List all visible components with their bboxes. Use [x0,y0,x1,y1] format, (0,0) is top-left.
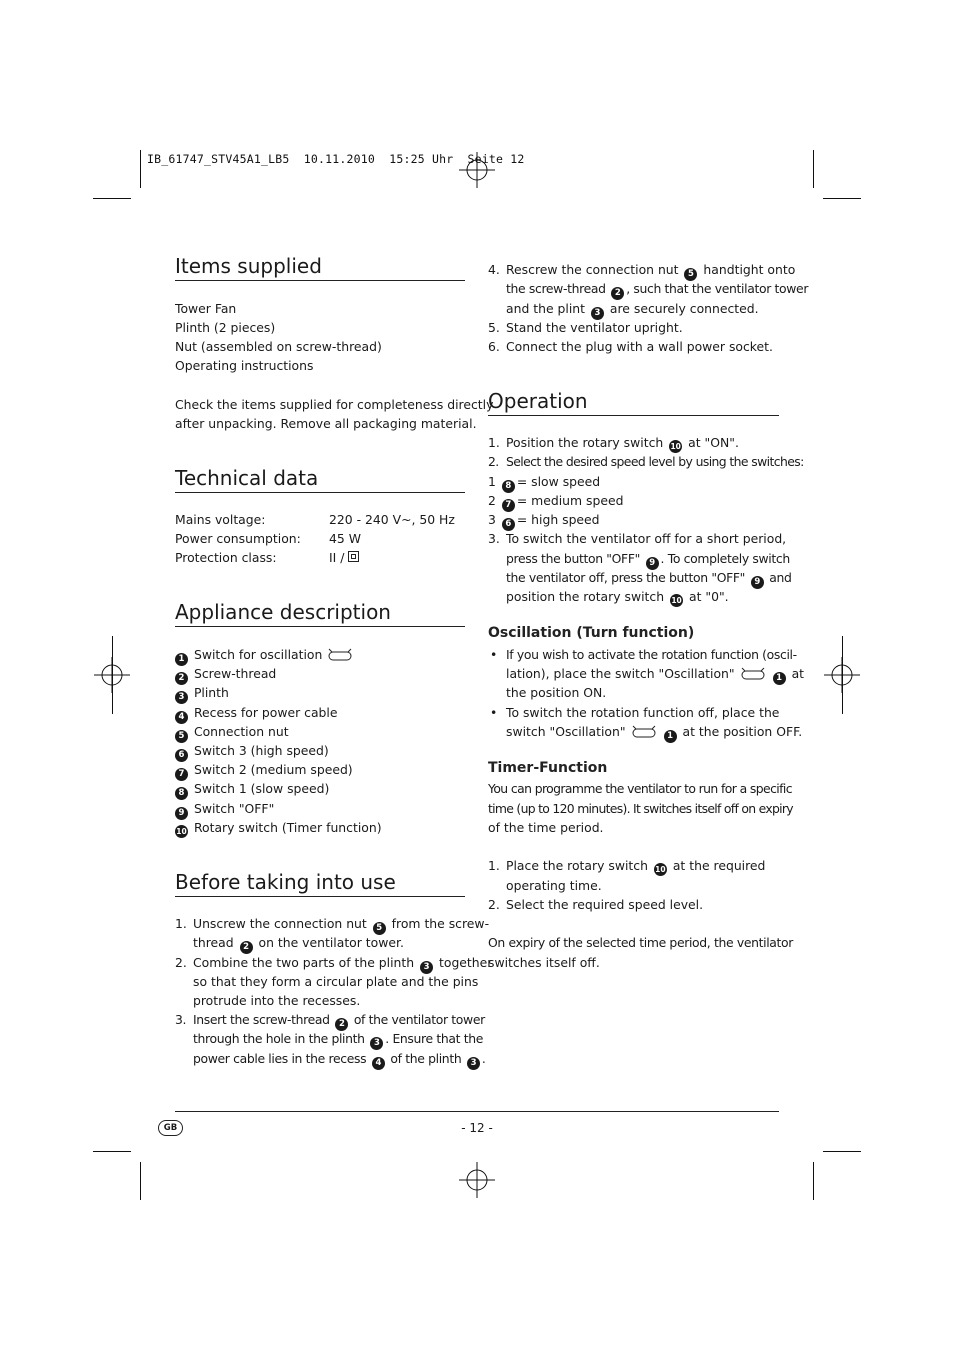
step-text: of the ventilator tower [353,1012,485,1027]
step-item [175,953,493,974]
list-item: Plinth (2 pieces) [175,320,276,335]
language-badge: GB [158,1120,183,1136]
crop-mark [813,1162,814,1200]
number-badge: 1 [175,653,188,666]
crop-mark [112,636,113,714]
number-badge: 3 [175,691,188,704]
speed-text: = high speed [516,512,600,527]
crop-mark [823,198,861,199]
part-item [175,664,465,685]
step-text: . Ensure that the [385,1031,484,1046]
step-text: together [439,955,493,970]
bullet-item [488,703,779,722]
number-badge: 5 [175,730,188,743]
step-text: the screw-thread [506,281,606,296]
step-text: at the required [672,858,766,873]
number-badge: 8 [502,480,515,493]
tech-row [175,548,465,567]
step-text: Select the required speed level. [506,897,704,912]
number-badge: 2 [240,941,253,954]
step-text: position the rotary switch [506,589,665,604]
part-label: Switch 1 (slow speed) [193,781,330,796]
number-badge: 3 [591,307,604,320]
part-item [175,760,465,781]
bullet-text: If you wish to activate the rotation function (oscil- [506,647,797,662]
number-badge: 2 [175,672,188,685]
part-label: Plinth [193,685,229,700]
crop-mark [140,150,141,188]
list-item: Tower Fan [175,301,237,316]
crop-mark [842,636,843,714]
bullet-item-cont [488,664,805,685]
step-text: press the button "OFF" [506,551,640,566]
items-supplied-heading: Items supplied [175,254,465,281]
bullet-text: lation), place the switch "Oscillation" [506,666,735,681]
bullet: • [490,705,498,720]
tech-value: 45 W [329,531,361,546]
step-text: at "0". [688,589,729,604]
number-badge: 2 [335,1018,348,1031]
tech-row [175,510,465,529]
number-badge: 4 [175,711,188,724]
part-item [175,722,465,743]
step-item-cont: protrude into the recesses. [193,993,361,1008]
number-badge: 9 [751,576,764,589]
before-use-heading: Before taking into use [175,870,465,897]
step-item-cont [488,587,779,607]
step-item [488,318,779,337]
number-badge: 2 [611,287,624,300]
bullet-item [488,645,797,664]
step-item [488,856,779,876]
step-text: and [769,570,792,585]
part-label: Recess for power cable [193,705,338,720]
step-text: Rescrew the connection nut [506,262,679,277]
note-text: Check the items supplied for completeness directly [175,397,494,412]
step-text: on the ventilator tower. [258,935,404,950]
step-number: 4. [488,262,500,277]
step-text: from the screw- [391,916,490,931]
step-item-cont [488,568,792,589]
step-text: Connect the plug with a wall power socket. [506,339,773,354]
bullet: • [490,647,497,662]
step-text: , such that the ventilator tower [626,281,809,296]
number-badge: 9 [646,557,659,570]
tech-label: Power consumption: [175,531,301,546]
crop-mark [140,1162,141,1200]
step-item-cont [488,549,790,570]
step-text: To switch the ventilator off for a short period, [506,531,787,546]
number-badge: 3 [370,1037,383,1050]
part-item [175,779,465,800]
number-badge: 10 [670,442,681,451]
step-text: handtight onto [703,262,796,277]
step-number: 2. [488,897,500,912]
bullet-text: at [791,666,805,681]
part-item [175,703,465,724]
step-item [175,1010,485,1031]
crop-mark [93,1151,131,1152]
number-badge: 7 [502,499,515,512]
tech-label: Protection class: [175,550,277,565]
step-text: . [481,1051,486,1066]
speed-level: 1 [488,474,496,489]
part-item [175,683,465,704]
step-number: 5. [488,320,500,335]
step-text: Unscrew the connection nut [193,916,367,931]
number-badge: 5 [373,922,386,935]
bullet-item-cont [488,722,803,743]
crop-mark [823,1151,861,1152]
part-label: Screw-thread [193,666,277,681]
paragraph-line: time (up to 120 minutes). It switches itself off on expiry [488,801,793,816]
part-label: Switch "OFF" [193,801,275,816]
step-item-cont: so that they form a circular plate and the pins [193,974,479,989]
number-badge: 3 [467,1057,480,1070]
speed-item [488,491,779,512]
number-badge: 10 [671,596,682,605]
tech-label: Mains voltage: [175,512,266,527]
part-item [175,645,465,666]
registration-mark-icon [459,152,495,188]
number-badge: 10 [655,865,666,874]
number-badge: 6 [175,749,188,762]
part-item [175,799,465,820]
speed-text: = medium speed [516,493,624,508]
paragraph-line: On expiry of the selected time period, the ventilator [488,935,794,950]
part-item [175,818,465,838]
number-badge: 1 [773,672,786,685]
paragraph-line: switches itself off. [488,955,600,970]
protection-class-icon [348,551,359,562]
note-text: after unpacking. Remove all packaging material. [175,416,477,431]
paragraph-line: You can programme the ventilator to run for a specific [488,781,792,796]
step-text: power cable lies in the recess [193,1051,367,1066]
step-item-cont [175,933,465,954]
step-text: and the plint [506,301,585,316]
technical-data-heading: Technical data [175,466,465,493]
step-text: Select the desired speed level by using the switches: [506,454,804,469]
speed-item [488,510,779,531]
number-badge: 8 [175,787,188,800]
step-number: 1. [175,916,187,931]
step-text: Combine the two parts of the plinth [193,955,415,970]
bullet-text: To switch the rotation function off, place the [506,705,780,720]
number-badge: 6 [502,518,515,531]
step-item-cont [175,1049,486,1070]
bullet-text: at the position OFF. [682,724,803,739]
step-item-cont: operating time. [506,878,602,893]
crop-mark [93,198,131,199]
step-number: 1. [488,435,500,450]
part-item [175,741,465,762]
part-label: Switch 3 (high speed) [193,743,329,758]
step-item [488,895,779,914]
step-number: 2. [175,955,187,970]
step-number: 3. [488,531,500,546]
step-text: . To completely switch [660,551,790,566]
appliance-description-heading: Appliance description [175,600,465,627]
speed-level: 3 [488,512,496,527]
step-text: at "ON". [688,435,739,450]
step-number: 3. [175,1012,187,1027]
part-label: Connection nut [193,724,289,739]
step-text: of the plinth [390,1051,462,1066]
step-text: the ventilator off, press the button "OFF" [506,570,746,585]
speed-item [488,472,779,493]
part-label: Switch 2 (medium speed) [193,762,353,777]
step-item-cont [175,1029,484,1050]
step-text: Insert the screw-thread [193,1012,330,1027]
step-item [175,914,490,935]
step-item [488,452,804,471]
part-label: Rotary switch (Timer function) [193,820,382,835]
oscillation-icon [630,725,658,739]
part-label: Switch for oscillation [193,647,323,662]
step-number: 1. [488,858,500,873]
step-text: through the hole in the plinth [193,1031,365,1046]
step-text: are securely connected. [609,301,759,316]
list-item: Nut (assembled on screw-thread) [175,339,382,354]
step-text: Stand the ventilator upright. [506,320,683,335]
speed-level: 2 [488,493,496,508]
timer-heading: Timer-Function [488,760,608,776]
number-badge: 4 [372,1057,385,1070]
registration-mark-icon [459,1162,495,1198]
speed-text: = slow speed [516,474,601,489]
number-badge: 5 [684,268,697,281]
step-item-cont [488,279,809,300]
step-item [488,529,787,548]
paragraph-line: of the time period. [488,820,604,835]
number-badge: 10 [176,827,187,836]
step-item [488,433,779,453]
list-item: Operating instructions [175,358,314,373]
crop-mark [813,150,814,188]
page-number: - 12 - [461,1121,493,1135]
tech-value: II / [329,550,345,565]
step-text: Place the rotary switch [506,858,648,873]
tech-value-wrap [329,548,359,567]
step-number: 2. [488,454,499,469]
number-badge: 3 [420,961,433,974]
number-badge: 7 [175,768,188,781]
step-text: thread [193,935,234,950]
print-header: IB_61747_STV45A1_LB5 10.11.2010 15:25 Uhr Seite 12 [147,152,525,166]
operation-heading: Operation [488,389,779,416]
oscillation-icon [739,667,767,681]
number-badge: 1 [664,730,677,743]
step-item [488,337,779,356]
step-number: 6. [488,339,500,354]
oscillation-heading: Oscillation (Turn function) [488,625,695,641]
tech-row [175,529,465,548]
bullet-item-cont: the position ON. [506,685,607,700]
step-text: Position the rotary switch [506,435,664,450]
bullet-text: switch "Oscillation" [506,724,626,739]
number-badge: 9 [175,807,188,820]
oscillation-icon [326,648,354,662]
footer-rule [175,1111,779,1112]
step-item [488,260,796,281]
step-item-cont [488,299,779,320]
tech-value: 220 - 240 V~, 50 Hz [329,512,455,527]
